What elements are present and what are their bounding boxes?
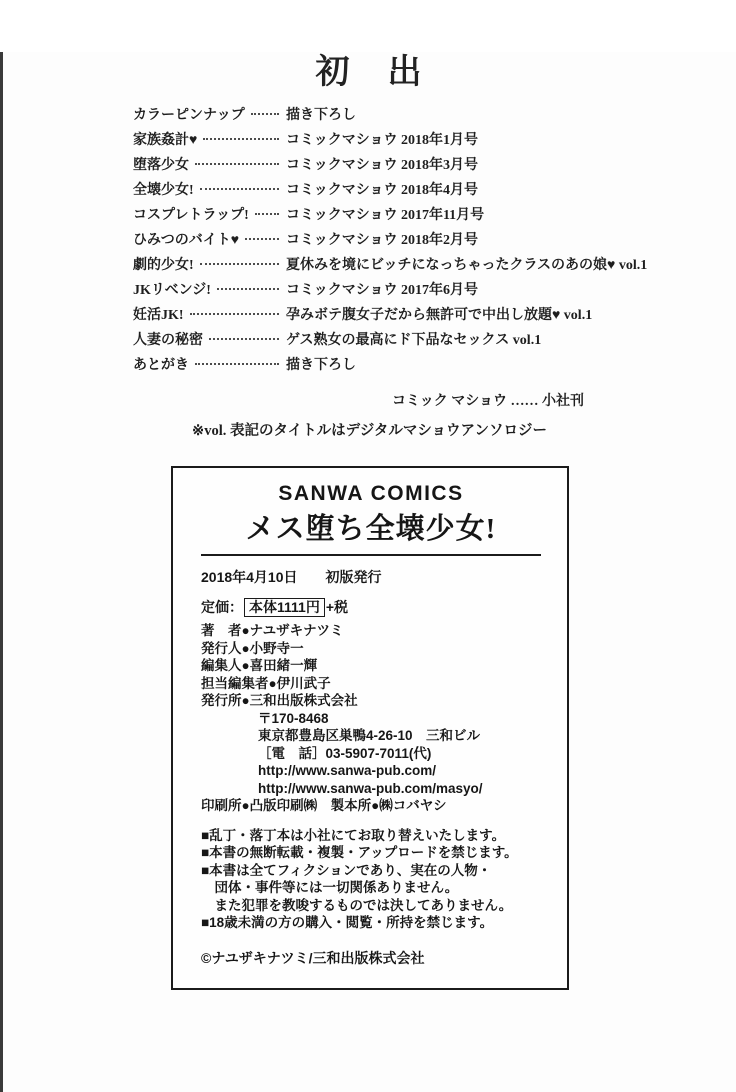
dotted-leader [200, 263, 279, 265]
bullet-icon: ● [241, 693, 250, 708]
credit-role: 編集人 [201, 658, 242, 673]
credit-role: 著 者 [201, 623, 242, 638]
work-title: 家族姦計♥ [133, 133, 198, 148]
publication-info: 描き下ろし [286, 358, 356, 373]
bullet-icon: ● [241, 658, 250, 673]
list-item [133, 208, 696, 223]
credit-publisher-person [201, 640, 541, 658]
credit-name: ナユザキナツミ [249, 623, 344, 638]
dotted-leader [203, 138, 279, 140]
dotted-leader [255, 213, 279, 215]
publisher-note: コミック マショウ …… 小社刊 [392, 394, 584, 409]
phone-number: ［電 話］03-5907-7011(代) [258, 745, 432, 761]
credit-managing-editor [201, 675, 541, 693]
credit-name: 三和出版株式会社 [249, 693, 358, 708]
work-title: あとがき [133, 358, 189, 373]
street-address: 東京都豊島区巣鴨4-26-10 三和ビル [258, 728, 481, 743]
list-item [133, 308, 696, 323]
credit-role: 発行所 [201, 693, 242, 708]
publication-info: コミックマショウ 2018年2月号 [286, 233, 478, 248]
page-title: 初 出 [315, 54, 424, 91]
title-divider [201, 554, 541, 556]
credit-role: 担当編集者 [201, 675, 269, 691]
publication-info: 孕みボテ腹女子だから無許可で中出し放題♥ vol.1 [286, 308, 593, 323]
postal-code: 〒170-8468 [258, 710, 329, 726]
list-item [133, 283, 696, 298]
list-item [133, 183, 696, 198]
book-title: メス堕ち全壊少女! [245, 513, 497, 545]
legal-notices [201, 827, 541, 933]
publisher-url: http://www.sanwa-pub.com/ [258, 763, 436, 778]
publication-info: コミックマショウ 2017年6月号 [286, 283, 478, 298]
list-item [133, 158, 696, 173]
credit-name: 小野寺一 [249, 640, 304, 656]
list-item [133, 358, 696, 373]
work-title: 全壊少女! [133, 183, 194, 198]
publication-info: ゲス熟女の最高にド下品なセックス vol.1 [286, 333, 542, 348]
list-item [133, 233, 696, 248]
work-title: コスプレトラップ! [133, 208, 249, 223]
bullet-icon: ● [241, 623, 250, 638]
dotted-leader [195, 363, 279, 365]
price-boxed-value: 本体1111円 [244, 598, 325, 617]
publication-info: 夏休みを境にビッチになっちゃったクラスのあの娘♥ vol.1 [286, 258, 648, 273]
dotted-leader [200, 188, 279, 190]
list-item [133, 108, 696, 123]
printer-binder-line: 印刷所●凸版印刷㈱ 製本所●㈱コバヤシ [201, 798, 447, 813]
notice-line: ■本書の無断転載・複製・アップロードを禁じます。 [201, 845, 518, 861]
dotted-leader [245, 238, 279, 240]
credit-author [201, 622, 541, 640]
list-item [133, 258, 696, 273]
work-title: 劇的少女! [133, 258, 194, 273]
magazine-url: http://www.sanwa-pub.com/masyo/ [258, 780, 483, 796]
dotted-leader [251, 113, 279, 115]
price-line [201, 598, 541, 617]
publication-info: コミックマショウ 2018年3月号 [286, 158, 478, 173]
work-title: 妊活JK! [133, 308, 184, 323]
publication-info: 描き下ろし [286, 108, 356, 123]
credit-publishing-house [201, 692, 541, 710]
dotted-leader [190, 313, 279, 315]
work-title: 堕落少女 [133, 158, 189, 173]
copyright-notice: ©ナユザキナツミ/三和出版株式会社 [201, 950, 425, 967]
vol-note: ※vol. 表記のタイトルはデジタルマショウアンソロジー [192, 423, 547, 439]
notice-line: 団体・事件等には一切関係ありません。 [201, 880, 459, 896]
price-tax: +税 [325, 599, 349, 615]
colophon-box [171, 466, 569, 990]
bullet-icon: ● [241, 640, 250, 656]
publication-info: コミックマショウ 2017年11月号 [286, 208, 485, 223]
work-title: ひみつのバイト♥ [133, 233, 240, 248]
dotted-leader [217, 288, 279, 290]
credits-block [201, 622, 541, 710]
credit-name: 喜田緒一輝 [249, 658, 318, 673]
publication-info: コミックマショウ 2018年1月号 [286, 133, 478, 148]
imprint-brand: SANWA COMICS [278, 482, 464, 505]
notice-line: ■18歳未満の方の購入・閲覧・所持を禁じます。 [201, 915, 494, 931]
publisher-address [258, 710, 541, 798]
list-item [133, 133, 696, 148]
dotted-leader [209, 338, 279, 340]
dotted-leader [195, 163, 279, 165]
edition-date: 2018年4月10日 初版発行 [201, 569, 382, 585]
credit-name: 伊川武子 [276, 675, 331, 691]
first-publication-list [133, 108, 696, 373]
credit-editor [201, 657, 541, 675]
work-title: JKリベンジ! [133, 283, 211, 298]
notice-line: ■乱丁・落丁本は小社にてお取り替えいたします。 [201, 827, 506, 843]
work-title: 人妻の秘密 [133, 333, 203, 348]
bullet-icon: ● [268, 675, 277, 691]
notice-line: ■本書は全てフィクションであり、実在の人物・ [201, 862, 492, 878]
work-title: カラーピンナップ [133, 108, 245, 123]
price-label: 定価： [201, 599, 243, 615]
credit-role: 発行人 [201, 640, 242, 656]
colophon-page [0, 52, 736, 1092]
publication-info: コミックマショウ 2018年4月号 [286, 183, 478, 198]
list-item [133, 333, 696, 348]
notice-line: また犯罪を教唆するものでは決してありません。 [201, 897, 513, 913]
